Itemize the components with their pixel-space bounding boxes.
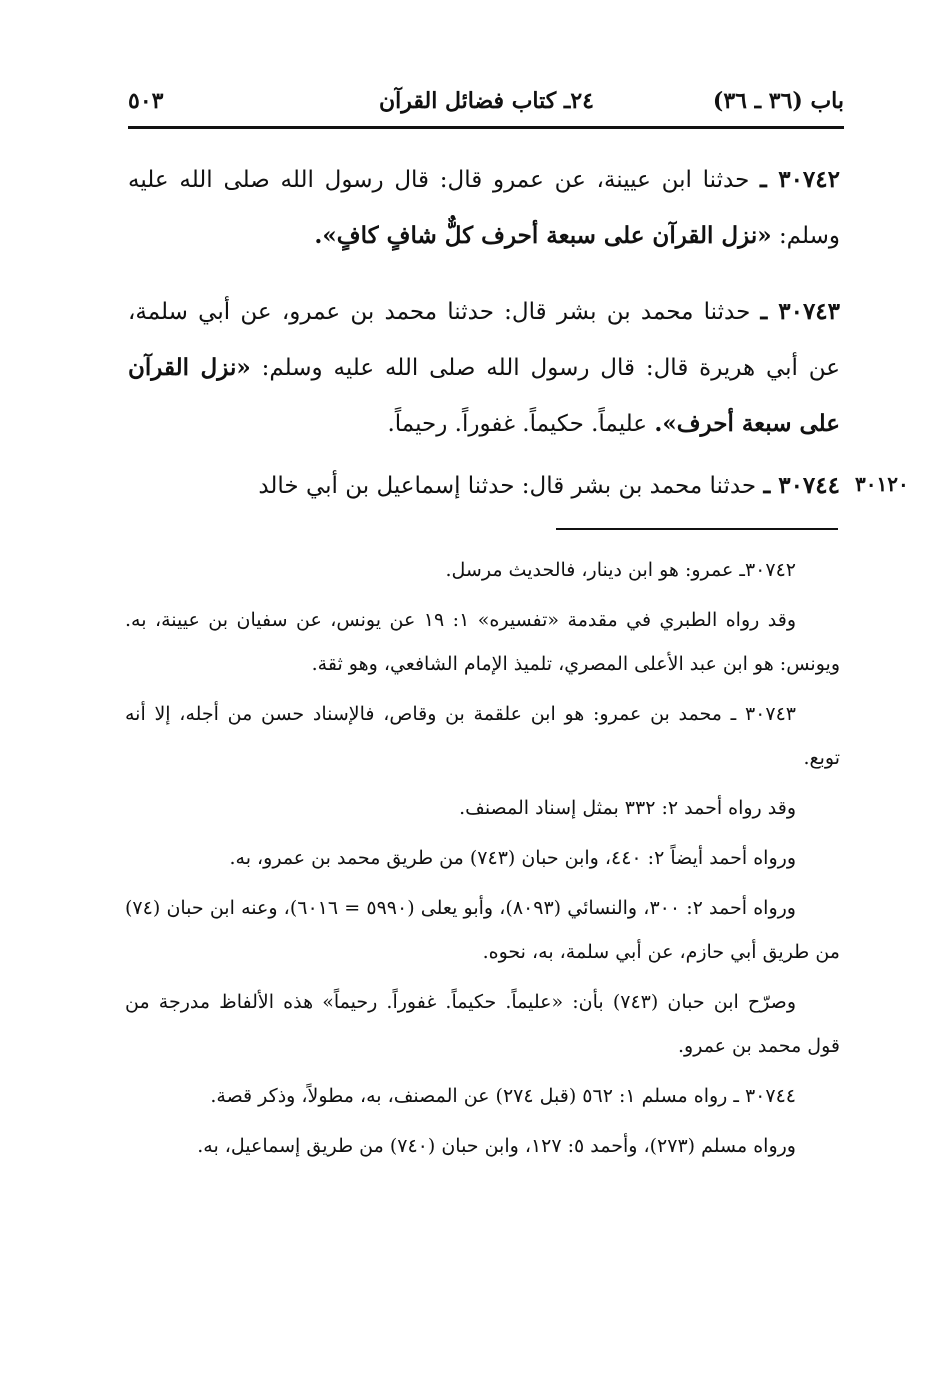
footnote: ٣٠٧٤٤ ـ رواه مسلم ١: ٥٦٢ (قبل ٢٧٤) عن المصنف، به، مطولاً، وذكر قصة. [210, 1085, 796, 1107]
header-rule [128, 126, 844, 129]
hadith-30743 [128, 284, 840, 452]
hadith-quote: «نزل القرآن على سبعة أحرف». [128, 354, 840, 437]
hadith-text: حدثنا محمد بن بشر قال: حدثنا محمد بن عمرو، عن أبي سلمة، عن أبي هريرة قال: قال رسول الله صلى الله عليه وسلم: [128, 299, 841, 381]
hadith-30744 [128, 458, 840, 514]
hadith-quote: «نزل القرآن على سبعة أحرف كلٌّ شافٍ كافٍ». [314, 222, 772, 249]
footnote-rule [556, 528, 838, 530]
footnote: ٣٠٧٤٢ـ عمرو: هو ابن دينار، فالحديث مرسل. [445, 559, 796, 581]
footnote: وقد رواه الطبري في مقدمة «تفسيره» ١: ١٩ عن يونس، عن سفيان بن عيينة، به. ويونس: هو ابن عبد الأعلى المصري، تلميذ الإمام الشافعي، وهو ثقة. [125, 609, 840, 675]
hadith-after: عليماً. حكيماً. غفوراً. رحيماً. [387, 411, 647, 437]
page-number: ٥٠٣ [128, 88, 164, 114]
footnotes [125, 548, 840, 1174]
footnote: ورواه أحمد ٢: ٣٠٠، والنسائي (٨٠٩٣)، وأبو يعلى (٥٩٩٠ = ٦٠١٦)، وعنه ابن حبان (٧٤) من طريق أبي حازم، عن أبي سلمة، به، نحوه. [125, 897, 840, 963]
margin-number: ٣٠١٢٠ [855, 472, 909, 496]
footnote: ورواه مسلم (٢٧٣)، وأحمد ٥: ١٢٧، وابن حبان (٧٤٠) من طريق إسماعيل، به. [197, 1135, 796, 1157]
hadith-30742 [128, 152, 840, 264]
page-header [128, 84, 844, 124]
hadith-number: ٣٠٧٤٣ ـ [760, 298, 841, 325]
footnote: ورواه أحمد أيضاً ٢: ٤٤٠، وابن حبان (٧٤٣) من طريق محمد بن عمرو، به. [229, 847, 796, 869]
chapter-title: باب (٣٦ ـ ٣٦) [712, 88, 844, 114]
footnote: وصرّح ابن حبان (٧٤٣) بأن: «عليماً. حكيماً. غفوراً. رحيماً» هذه الألفاظ مدرجة من قول محمد بن عمرو. [125, 991, 840, 1057]
book-title: ٢٤ـ كتاب فضائل القرآن [378, 88, 594, 114]
hadith-number: ٣٠٧٤٢ ـ [760, 166, 840, 193]
hadith-number: ٣٠٧٤٤ ـ [763, 472, 840, 499]
footnote: ٣٠٧٤٣ ـ محمد بن عمرو: هو ابن علقمة بن وقاص، فالإسناد حسن من أجله، إلا أنه توبع. [125, 703, 840, 769]
hadith-text: حدثنا ابن عيينة، عن عمرو قال: قال رسول الله صلى الله عليه وسلم: [128, 167, 840, 249]
hadith-text: حدثنا محمد بن بشر قال: حدثنا إسماعيل بن أبي خالد [258, 473, 757, 499]
footnote: وقد رواه أحمد ٢: ٣٣٢ بمثل إسناد المصنف. [459, 797, 796, 819]
